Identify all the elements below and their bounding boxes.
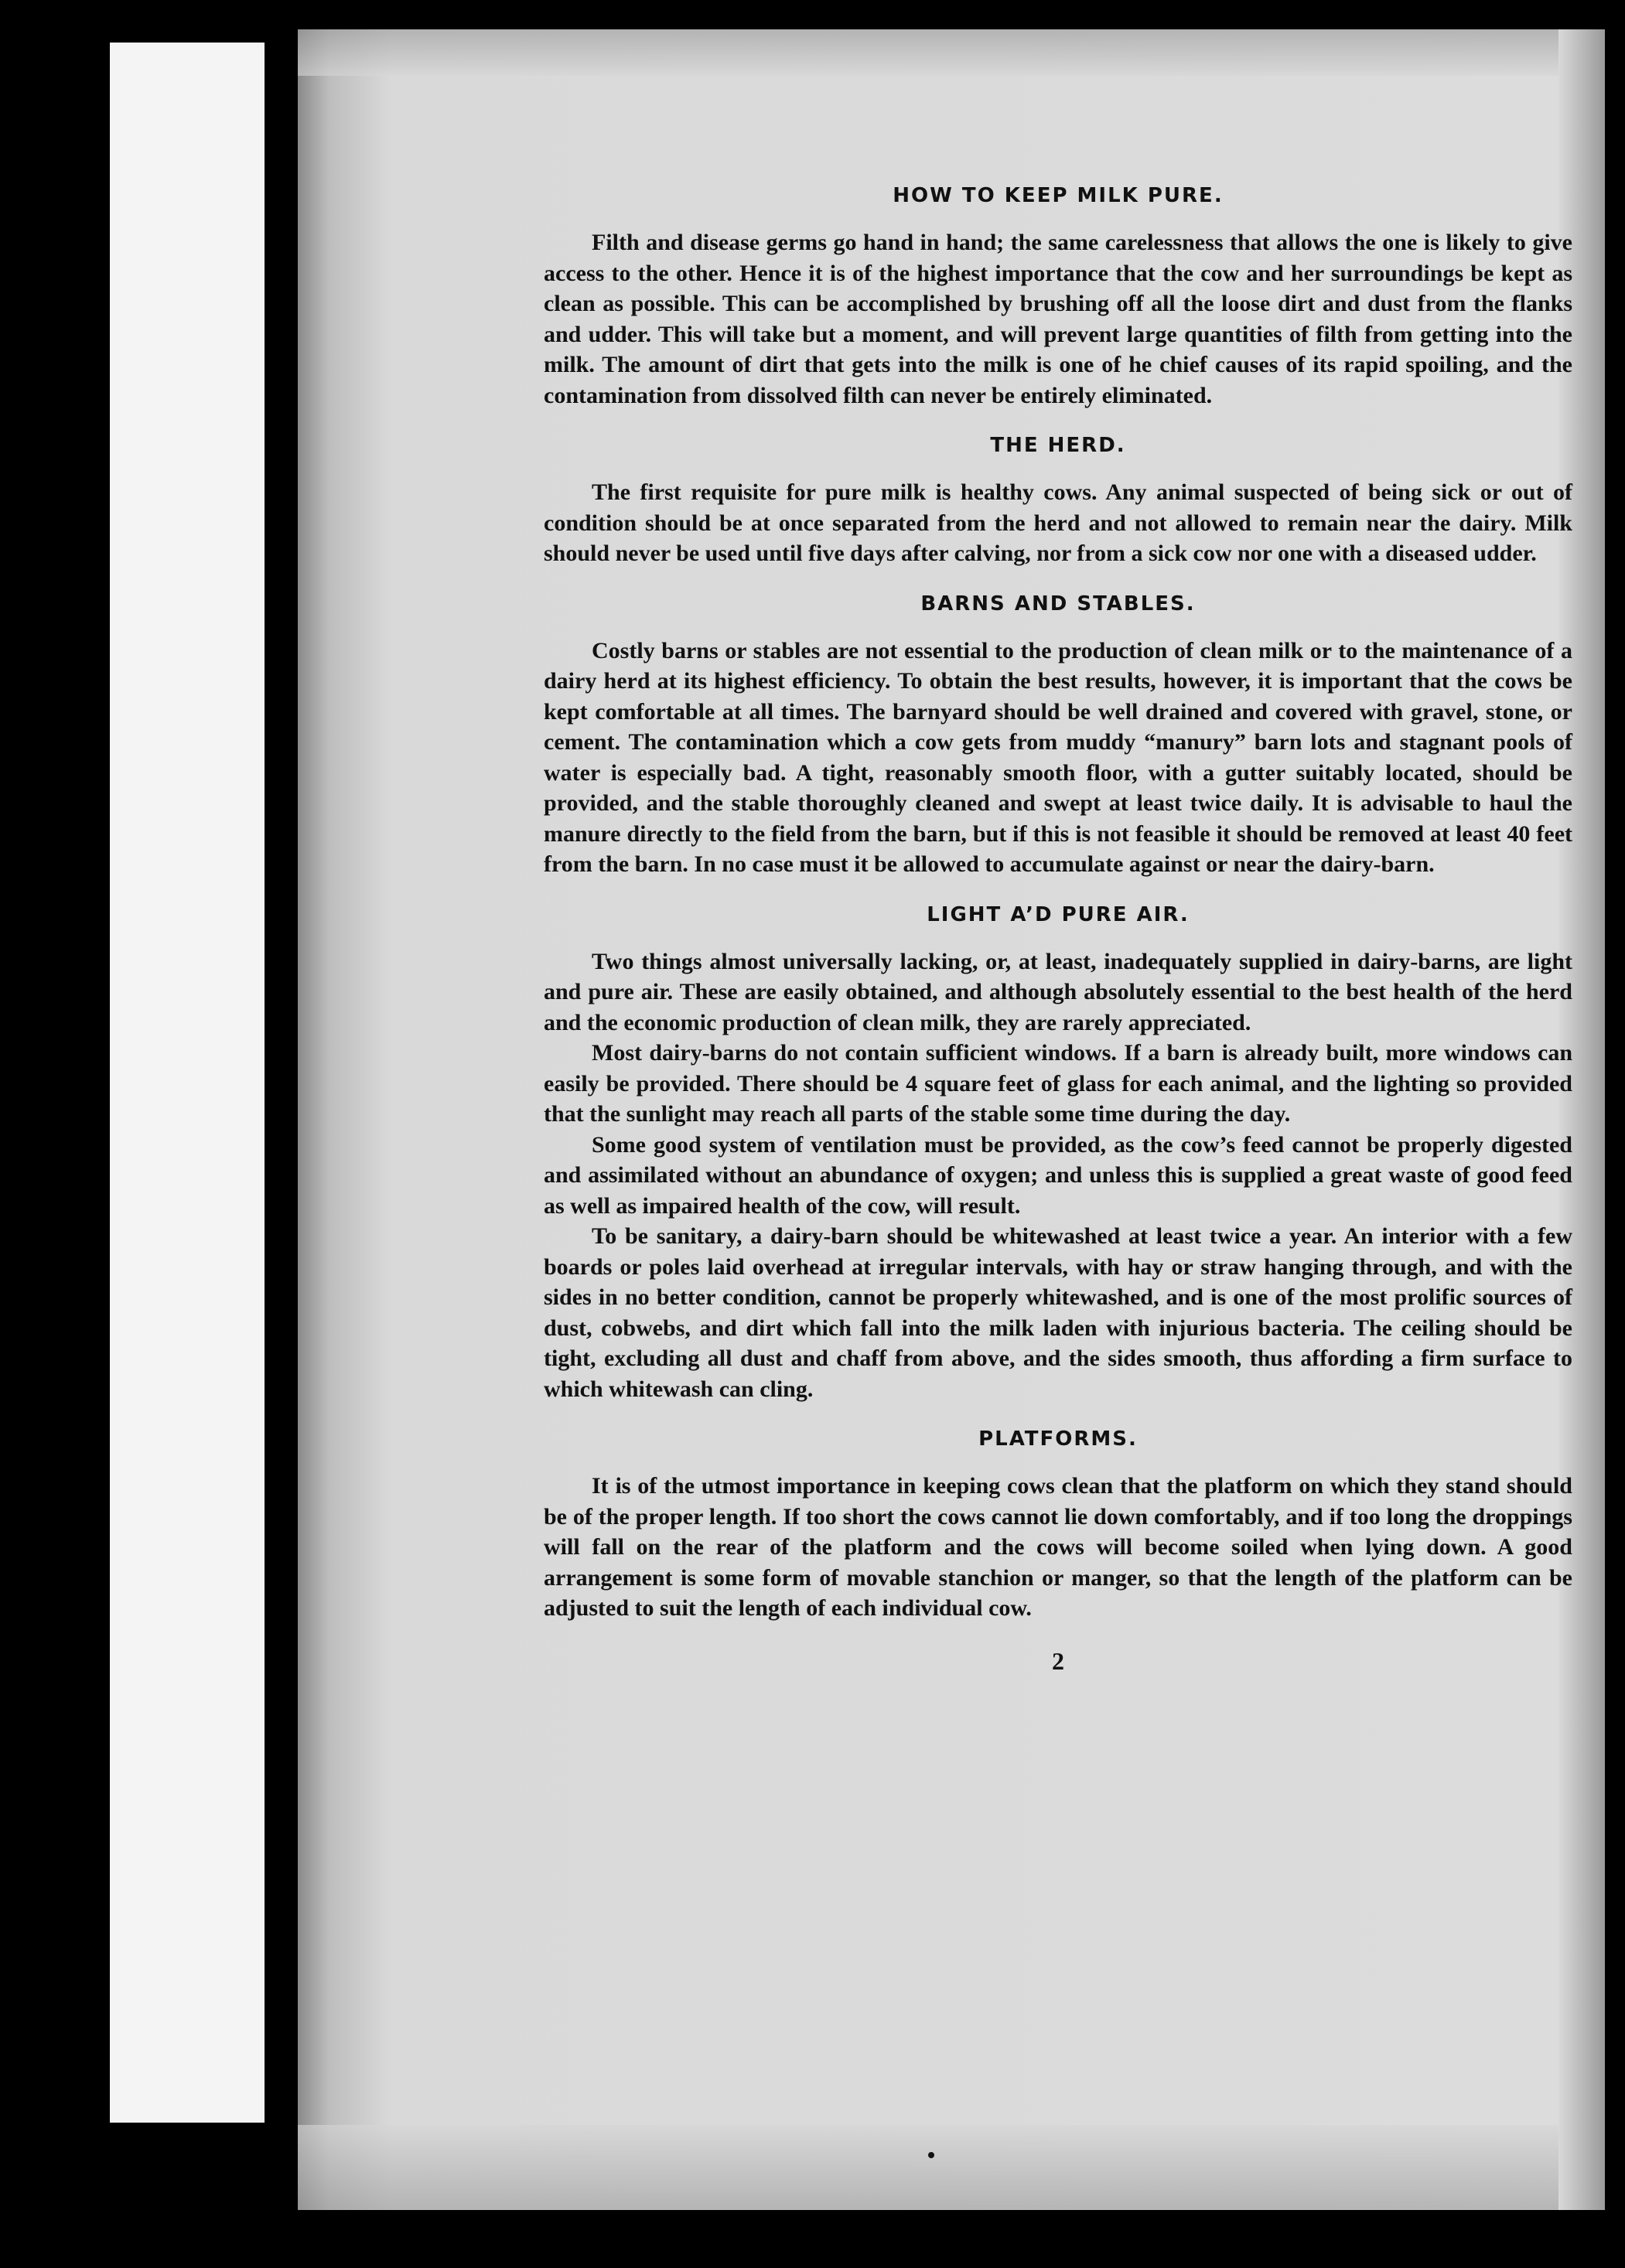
section-light-and-pure-air <box>544 903 1572 1405</box>
paragraph: Two things almost universally lacking, or, at least, inadequately supplied in dairy-barns, are light and pure air. These are easily obtained, and although absolutely essential to the best health of the herd and the economic production of clean milk, they are rarely appreciated. <box>544 948 1572 1035</box>
scan-bottom-margin <box>298 2125 1605 2210</box>
paragraph: Some good system of ventilation must be provided, as the cow’s feed cannot be properly digested and assimilated without an abundance of oxygen; and unless this is supplied a great waste of good feed as well as impaired health of the cow, will result. <box>544 1131 1572 1219</box>
paragraph: Costly barns or stables are not essential to the production of clean milk or to the maintenance of a dairy herd at its highest efficiency. To obtain the best results, however, it is important that the cows be kept comfortable at all times. The barnyard should be well drained and covered with gravel, stone, or cement. The contamination which a cow gets from muddy “manury” barn lots and stagnant pools of water is especially bad. A tight, reasonably smooth floor, with a gutter suitably located, should be provided, and the stable thoroughly cleaned and swept at least twice daily. It is advisable to haul the manure directly to the field from the barn, but if this is not feasible it should be removed at least 40 feet from the barn. In no case must it be allowed to accumulate against or near the dairy-barn. <box>544 637 1572 877</box>
section-the-herd <box>544 434 1572 569</box>
page-edge-strip <box>110 43 265 2123</box>
document-page <box>298 29 1605 2210</box>
section-heading: LIGHT A’D PURE AIR. <box>927 902 1190 926</box>
paragraph: It is of the utmost importance in keeping cows clean that the platform on which they stand should be of the proper length. If too short the cows cannot lie down comfortably, and if too long the droppings will fall on the rear of the platform and the cows will become soiled when lying down. A good arrangement is some form of movable stanchion or manger, so that the length of the platform can be adjusted to suit the length of each individual cow. <box>544 1473 1572 1621</box>
section-platforms <box>544 1427 1572 1624</box>
section-keep-milk-pure <box>544 184 1572 411</box>
section-barns-and-stables <box>544 592 1572 880</box>
paragraph: To be sanitary, a dairy-barn should be whitewashed at least twice a year. An interior with a few boards or poles laid overhead at irregular intervals, with hay or straw hanging through, and with the sides in no better condition, cannot be properly whitewashed, and is one of the most prolific sources of dust, cobwebs, and dirt which fall into the milk laden with injurious bacteria. The ceiling should be tight, excluding all dust and chaff from above, and the sides smooth, thus affording a firm surface to which whitewash can cling. <box>544 1223 1572 1402</box>
section-heading: BARNS AND STABLES. <box>920 592 1196 616</box>
section-heading: PLATFORMS. <box>978 1427 1138 1451</box>
article-body <box>544 184 1572 1676</box>
paragraph: Most dairy-barns do not contain sufficient windows. If a barn is already built, more windows can easily be provided. There should be 4 square feet of glass for each animal, and the lighting so provided that the sunlight may reach all parts of the stable some time during the day. <box>544 1040 1572 1127</box>
paragraph: The first requisite for pure milk is healthy cows. Any animal suspected of being sick or out of condition should be at once separated from the herd and not allowed to remain near the dairy. Milk should never be used until five days after calving, nor from a sick cow nor one with a diseased udder. <box>544 479 1572 566</box>
section-heading: HOW TO KEEP MILK PURE. <box>893 184 1224 207</box>
scan-top-margin <box>298 29 1605 76</box>
paragraph: Filth and disease germs go hand in hand; the same carelessness that allows the one is likely to give access to the other. Hence it is of the highest importance that the cow and her surroundings be kept as clean as possible. This can be accomplished by brushing off all the loose dirt and dust from the flanks and udder. This will take but a moment, and will prevent large quantities of filth from getting into the milk. The amount of dirt that gets into the milk is one of he chief causes of its rapid spoiling, and the contamination from dissolved filth can never be entirely eliminated. <box>544 230 1572 408</box>
scan-speck <box>928 2152 934 2158</box>
section-heading: THE HERD. <box>990 434 1126 457</box>
page-number: 2 <box>1052 1646 1064 1675</box>
